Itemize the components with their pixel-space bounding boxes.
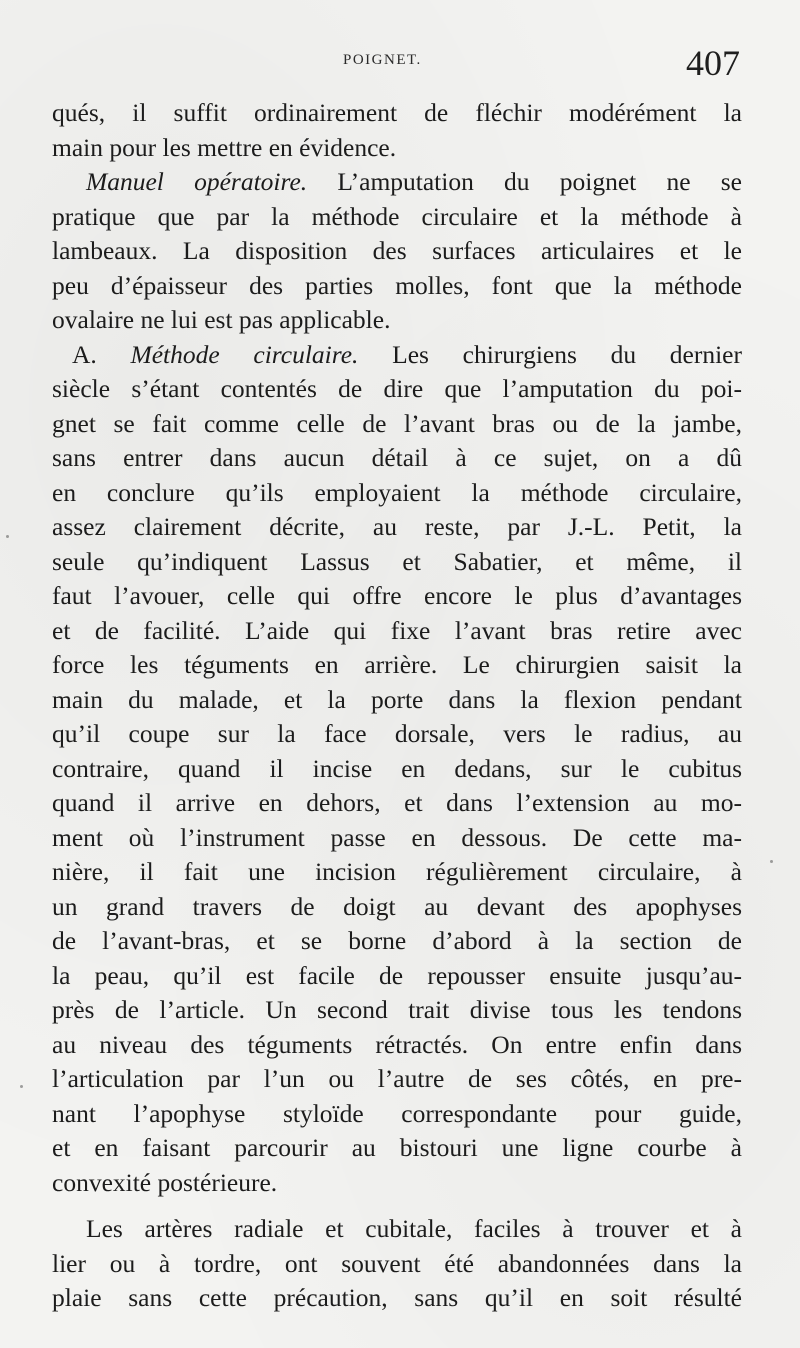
text-run: Les chirurgiens du dernier: [358, 339, 742, 369]
page-header: [0, 43, 800, 92]
section-letter: A.: [72, 339, 131, 369]
text-line: près de l’article. Un second trait divise tous les tendons: [52, 995, 742, 1024]
text-line: [52, 165, 742, 200]
running-title: POIGNET.: [343, 52, 422, 68]
section-heading: Manuel opératoire.: [86, 167, 308, 196]
text-line: lier ou à tordre, ont souvent été abandonnées dans la: [52, 1248, 742, 1278]
text-line: en conclure qu’ils employaient la méthode circulaire,: [52, 477, 742, 507]
text-line: ovalaire ne lui est pas applicable.: [52, 305, 391, 334]
text-line: nant l’apophyse styloïde correspondante pour guide,: [52, 1098, 742, 1128]
text-line: gnet se fait comme celle de l’avant bras ou de la jambe,: [52, 408, 742, 438]
text-line: faut l’avouer, celle qui offre encore le plus d’avantages: [52, 581, 742, 610]
text-line: peu d’épaisseur des parties molles, font que la méthode: [52, 270, 742, 300]
text-line: et de facilité. L’aide qui fixe l’avant bras retire avec: [52, 615, 742, 645]
paragraph-gap: [52, 1200, 742, 1212]
text-line: siècle s’étant contentés de dire que l’amputation du poi-: [52, 374, 742, 403]
text-line: ment où l’instrument passe en dessous. De cette ma-: [52, 822, 742, 852]
paper-speck: [6, 535, 9, 538]
text-line: lambeaux. La disposition des surfaces articulaires et le: [52, 236, 742, 265]
text-line: qués, il suffit ordinairement de fléchir modérément la: [52, 98, 742, 127]
paragraph: [52, 338, 742, 1201]
paragraph: [52, 165, 742, 338]
body-text: [52, 96, 742, 1316]
text-line: main pour les mettre en évidence.: [52, 132, 397, 162]
text-line: l’articulation par l’un ou l’autre de ses côtés, en pre-: [52, 1064, 742, 1093]
paper-speck: [20, 1085, 23, 1088]
text-line: convexité postérieure.: [52, 1167, 278, 1197]
text-line: la peau, qu’il est facile de repousser ensuite jusqu’au-: [52, 960, 742, 990]
text-line: contraire, quand il incise en dedans, sur le cubitus: [52, 753, 742, 783]
text-line: pratique que par la méthode circulaire et la méthode à: [52, 201, 742, 231]
text-line: sans entrer dans aucun détail à ce sujet, on a dû: [52, 443, 742, 472]
paragraph: [52, 1212, 742, 1316]
text-line: seule qu’indiquent Lassus et Sabatier, et même, il: [52, 546, 742, 576]
text-line: assez clairement décrite, au reste, par J.-L. Petit, la: [52, 512, 742, 541]
paragraph: [52, 96, 742, 165]
text-line: [52, 338, 742, 373]
page-number: 407: [686, 43, 740, 83]
section-heading: Méthode circulaire.: [130, 339, 359, 369]
text-line: nière, il fait une incision régulièrement circulaire, à: [52, 857, 742, 886]
text-line: plaie sans cette précaution, sans qu’il en soit résulté: [52, 1283, 742, 1312]
text-run: L’amputation du poignet ne se: [307, 167, 742, 196]
text-line: Les artères radiale et cubitale, faciles à trouver et à: [86, 1214, 742, 1243]
text-line: et en faisant parcourir au bistouri une ligne courbe à: [52, 1133, 742, 1162]
text-line: qu’il coupe sur la face dorsale, vers le radius, au: [52, 719, 742, 748]
text-line: quand il arrive en dehors, et dans l’extension au mo-: [52, 788, 742, 817]
paper-speck: [770, 860, 773, 863]
text-line: force les téguments en arrière. Le chirurgien saisit la: [52, 650, 742, 679]
text-line: main du malade, et la porte dans la flexion pendant: [52, 684, 742, 714]
text-line: un grand travers de doigt au devant des apophyses: [52, 891, 742, 921]
text-line: de l’avant-bras, et se borne d’abord à la section de: [52, 926, 742, 955]
text-line: au niveau des téguments rétractés. On entre enfin dans: [52, 1029, 742, 1059]
